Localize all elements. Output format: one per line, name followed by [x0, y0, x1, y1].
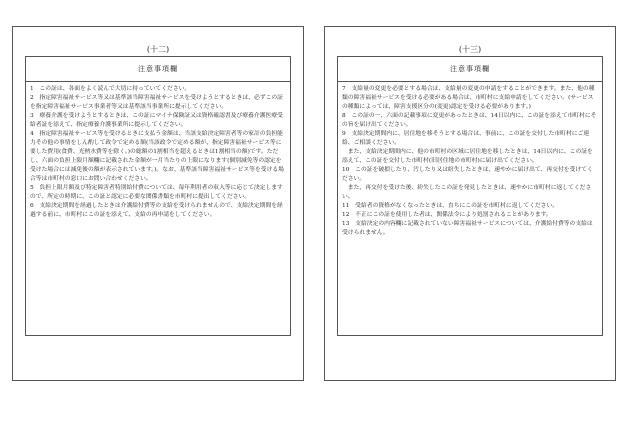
note-item: 4 指定障害福祉サービス等を受けるときに支払う金額は、当該支給決定障害者等の家計の負担能力その他の事情をしん酌して政令で定める額(当該政令で定める額が、指定障害福祉サービス等に要した費用(食費、光熱水費等を除く。)の総額の1割相当を超えるときは1割相当の額)です。ただし、六面の負担上限月額欄に記載された金額が一月当たりの上限になります(個別減免等の認定を受けた場合には減免後の額が表示されています。)。なお、基準該当障害福祉サービス等を受ける場合等は市町村の窓口にお問い合わせください。: [30, 131, 284, 182]
notes-box: [337, 56, 603, 336]
notes-heading: 注意事項欄: [338, 57, 602, 82]
note-item: 13 支給決定の内容欄に記載されていない障害福祉サービスについては、介護給付費等の支給は受けられません。: [342, 221, 593, 236]
note-item: 7 支給量の変更を必要とする場合は、支給量の変更の申請をすることができます。また、他の種類の障害福祉サービスを受ける必要がある場合は、市町村に支給申請をしてください。(サービスの種類によっては、障害支援区分の(変更)認定を受ける必要があります。): [342, 86, 595, 110]
note-item: 8 この証の一、六面の記載事項に変更があったときは、14日以内に、この証を添えて市町村にその旨を届け出てください。: [342, 113, 597, 128]
note-item: また、支給決定期間内に、他の市町村の区域に居住地を移したときは、14日以内に、この証を添えて、この証を交付した市町村(旧居住地の市町村)に届け出てください。: [342, 149, 593, 164]
note-item: 11 受給者の資格がなくなったときは、直ちにこの証を市町村に返してください。: [342, 203, 559, 209]
notes-box: [25, 56, 291, 336]
right-page-panel: [324, 26, 616, 381]
page-number: (十三): [458, 45, 482, 54]
note-item: また、再交付を受けた後、紛失したこの証を発見したときは、速やかに市町村に返してください。: [342, 185, 592, 200]
note-item: 1 この証は、各面をよく読んで大切に持っていてください。: [30, 86, 191, 92]
note-item: 3 療養介護を受けようとするときは、この証にマイナ保険証又は資格確認書及び療養介護医療受給者証を添えて、指定療養介護事業所に提示してください。: [30, 113, 283, 128]
note-item: 2 指定障害福祉サービス等又は基準該当障害福祉サービスを受けようとするときは、必ずこの証を指定障害福祉サービス事業者等又は基準該当事業所に提示してください。: [30, 95, 283, 110]
note-item: 9 支給決定期間内に、居住地を移そうとする場合は、事前に、この証を交付した市町村にご連絡、ご相談ください。: [342, 131, 590, 146]
page-number: (十二): [146, 45, 170, 54]
notes-list: [26, 82, 290, 220]
note-item: 12 不正にこの証を使用した者は、関係法令により処罰されることがあります。: [342, 212, 552, 218]
notes-list: [338, 82, 602, 238]
notes-heading: 注意事項欄: [26, 57, 290, 82]
note-item: 5 負担上限月額及び特定障害者特別給付費については、毎年利用者の収入等に応じて決定しますので、所定の時期に、この証と認定に必要な関係書類を市町村に提出してください。: [30, 185, 283, 200]
note-item: 6 支給決定期間を経過したときは介護給付費等の支給を受けられませんので、支給決定期間を経過する前に、市町村にこの証を添えて、支給の再申請をしてください。: [30, 203, 283, 218]
left-page-panel: [12, 26, 304, 381]
note-item: 10 この証を破損したり、汚したり又は紛失したときは、速やかに届け出て、再交付を受けてください。: [342, 167, 593, 182]
